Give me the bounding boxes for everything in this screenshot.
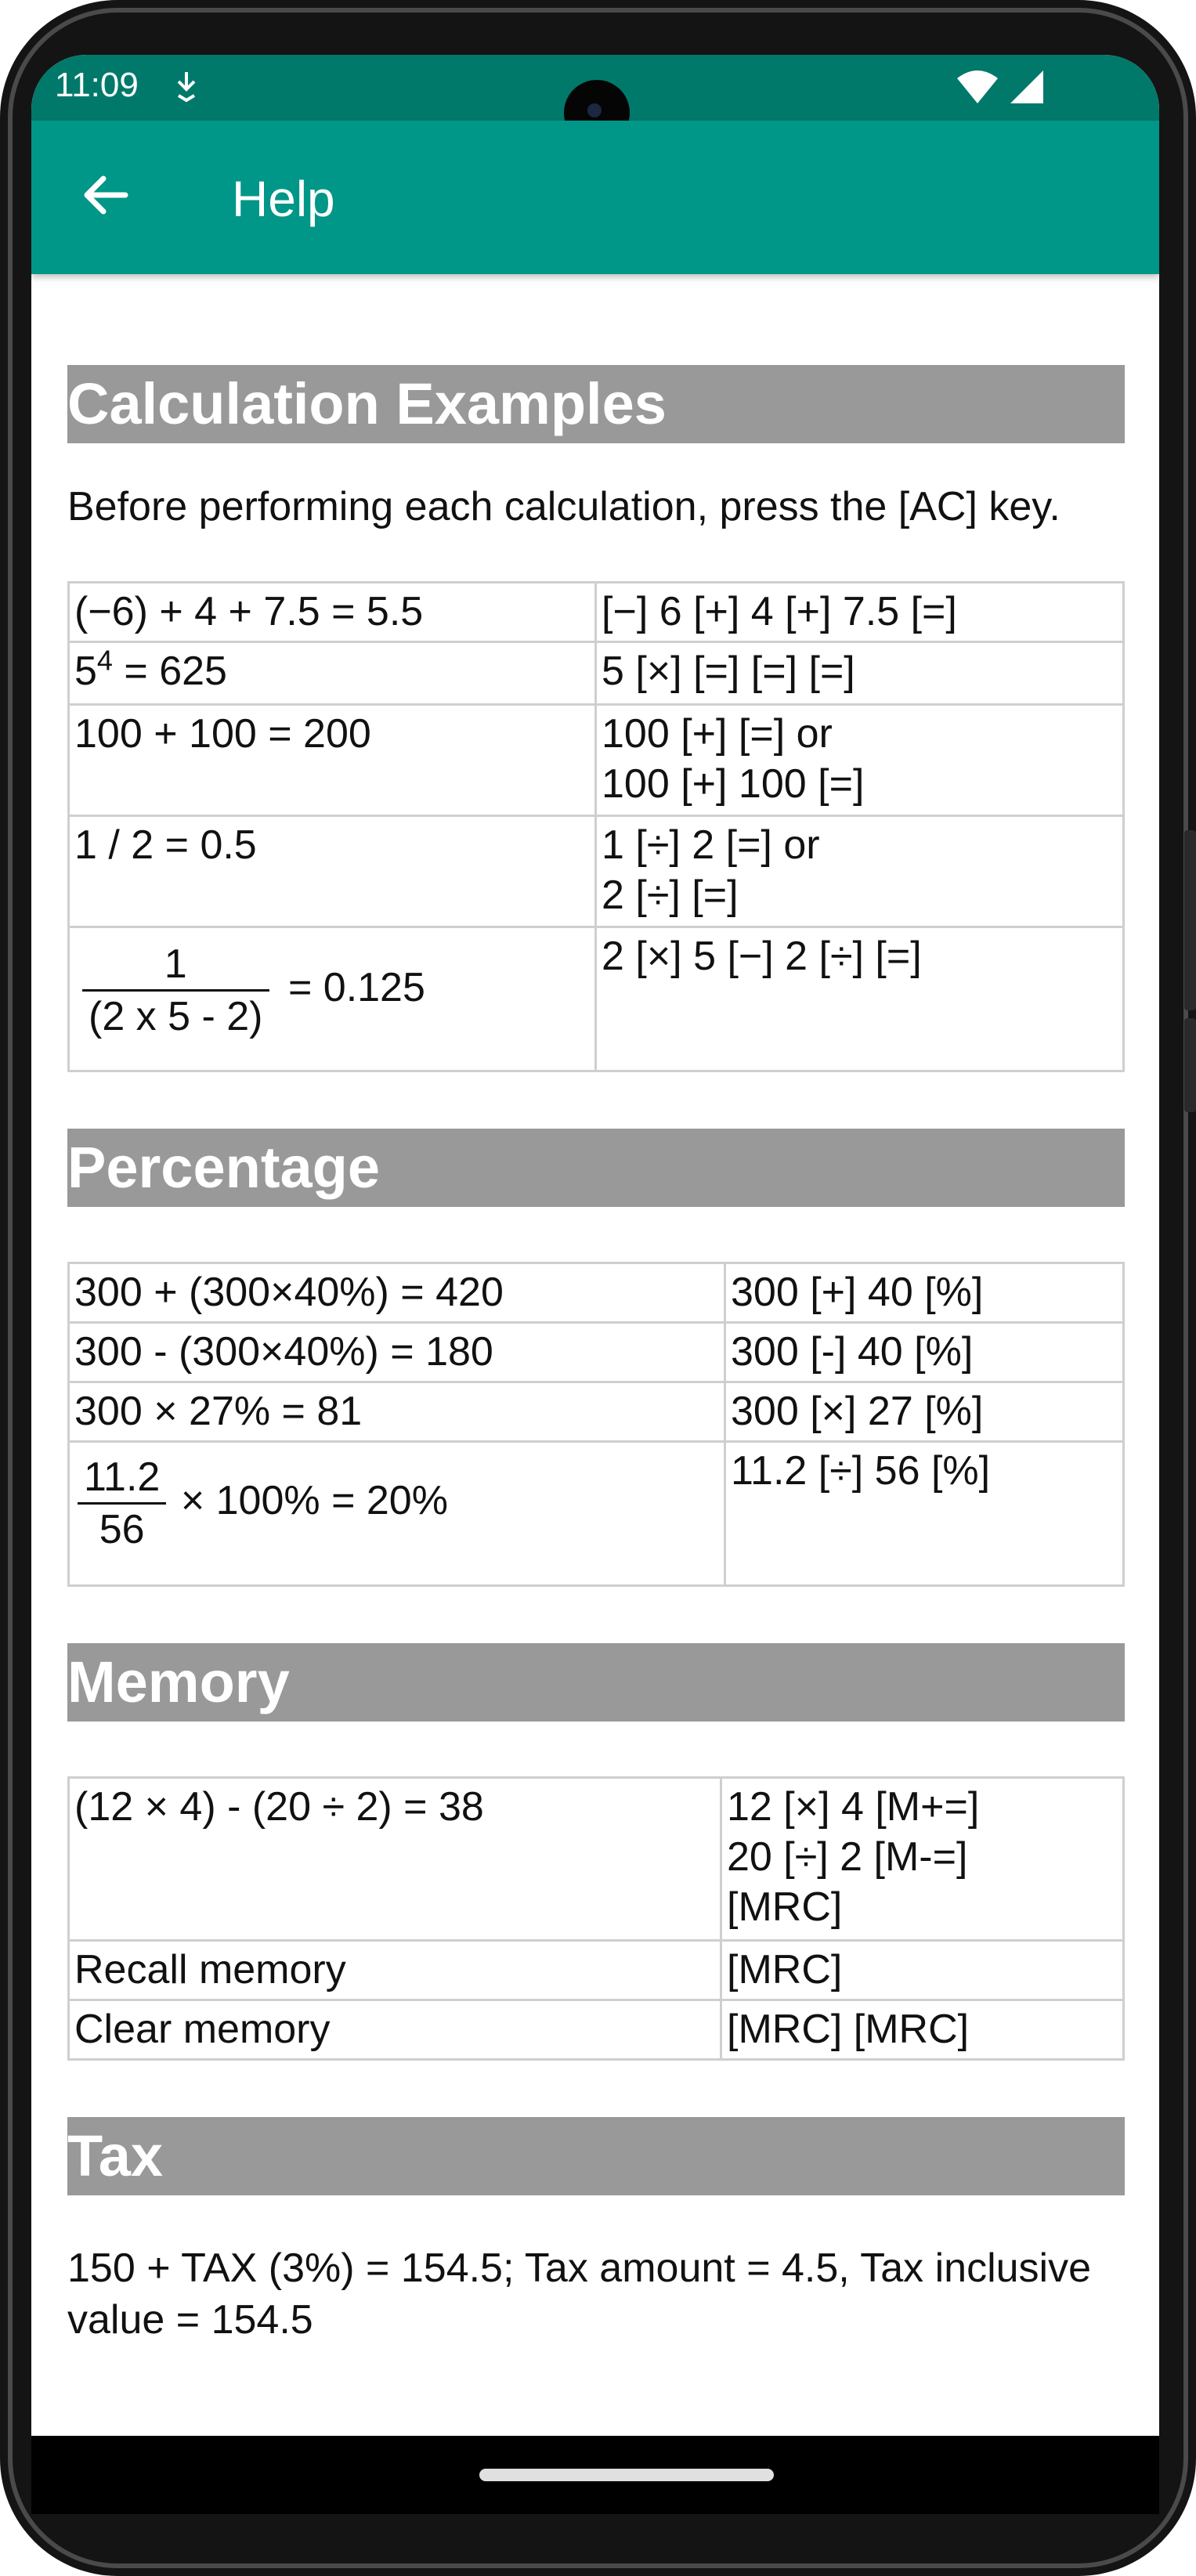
keys-line: 1 [÷] 2 [=] or [602, 822, 820, 868]
power-exponent: 4 [96, 644, 113, 677]
fraction-numerator: 11.2 [84, 1454, 161, 1500]
expression-cell: 300 - (300×40%) = 180 [69, 1323, 725, 1382]
power-base: 5 [74, 649, 97, 694]
keys-line: 2 [÷] [=] [602, 873, 739, 918]
screen [31, 55, 1159, 2483]
fraction-result: = 0.125 [287, 965, 425, 1011]
table-row [69, 705, 1124, 816]
keys-cell [596, 705, 1124, 816]
table-row [69, 1778, 1124, 1941]
expression-cell: 1 / 2 = 0.5 [69, 816, 596, 927]
keys-cell: 300 [-] 40 [%] [725, 1323, 1124, 1382]
expression-cell: (−6) + 4 + 7.5 = 5.5 [69, 583, 596, 642]
calculation-examples-table [67, 581, 1125, 1072]
expression-cell: (12 × 4) - (20 ÷ 2) = 38 [69, 1778, 721, 1941]
expression-cell [69, 1442, 725, 1586]
expression-cell: 300 + (300×40%) = 420 [69, 1263, 725, 1323]
keys-cell [721, 1778, 1124, 1941]
power-result: = 625 [112, 649, 227, 694]
section-heading-percentage: Percentage [67, 1129, 1125, 1207]
table-row [69, 927, 1124, 1071]
section-heading-tax: Tax [67, 2117, 1125, 2195]
power-button [1184, 1018, 1196, 1112]
keys-cell: 11.2 [÷] 56 [%] [725, 1442, 1124, 1586]
expression-cell: 100 + 100 = 200 [69, 705, 596, 816]
section-heading-calculation-examples: Calculation Examples [67, 365, 1125, 443]
expression-cell: Recall memory [69, 1941, 721, 2000]
table-row [69, 1323, 1124, 1382]
table-row [69, 1941, 1124, 2000]
cell-signal-icon [1009, 69, 1045, 109]
app-bar [31, 121, 1159, 274]
back-arrow-icon[interactable] [78, 168, 133, 226]
keys-cell: 300 [+] 40 [%] [725, 1263, 1124, 1323]
download-indicator-icon [172, 69, 201, 107]
section-heading-memory: Memory [67, 1643, 1125, 1722]
expression-cell: Clear memory [69, 2000, 721, 2060]
fraction-denominator: 56 [99, 1507, 145, 1552]
keys-line: 100 [+] 100 [=] [602, 761, 865, 807]
calc-intro-text: Before performing each calculation, press the [AC] key. [67, 484, 1061, 529]
table-row [69, 2000, 1124, 2060]
page-title: Help [232, 171, 335, 227]
fraction-numerator: 1 [164, 941, 187, 987]
percentage-table [67, 1262, 1125, 1587]
tax-example-text: 150 + TAX (3%) = 154.5; Tax amount = 4.5, Tax inclusive value = 154.5 [67, 2245, 1092, 2343]
status-time: 11:09 [55, 66, 139, 104]
keys-cell: [MRC] [MRC] [721, 2000, 1124, 2060]
fraction-result: × 100% = 20% [180, 1478, 448, 1524]
expression-cell [69, 642, 596, 705]
table-row [69, 583, 1124, 642]
table-row [69, 642, 1124, 705]
table-row [69, 1382, 1124, 1442]
fraction [78, 1452, 166, 1555]
wifi-icon [956, 69, 999, 109]
keys-cell: 2 [×] 5 [−] 2 [÷] [=] [596, 927, 1124, 1071]
keys-cell: [−] 6 [+] 4 [+] 7.5 [=] [596, 583, 1124, 642]
keys-cell: 5 [×] [=] [=] [=] [596, 642, 1124, 705]
keys-cell [596, 816, 1124, 927]
table-row [69, 816, 1124, 927]
keys-line: 100 [+] [=] or [602, 711, 833, 757]
keys-line: [MRC] [727, 1884, 843, 1930]
keys-line: 12 [×] 4 [M+=] [727, 1784, 980, 1830]
expression-cell: 300 × 27% = 81 [69, 1382, 725, 1442]
keys-cell: 300 [×] 27 [%] [725, 1382, 1124, 1442]
expression-cell [69, 927, 596, 1071]
help-content [67, 365, 1125, 2394]
navigation-bar [31, 2436, 1159, 2514]
volume-button [1184, 830, 1196, 1010]
keys-cell: [MRC] [721, 1941, 1124, 2000]
keys-line: 20 [÷] 2 [M-=] [727, 1834, 968, 1880]
fraction-denominator: (2 x 5 - 2) [89, 994, 263, 1039]
table-row [69, 1263, 1124, 1323]
fraction [82, 939, 269, 1042]
home-gesture-handle[interactable] [479, 2469, 774, 2481]
table-row [69, 1442, 1124, 1586]
memory-table [67, 1776, 1125, 2061]
